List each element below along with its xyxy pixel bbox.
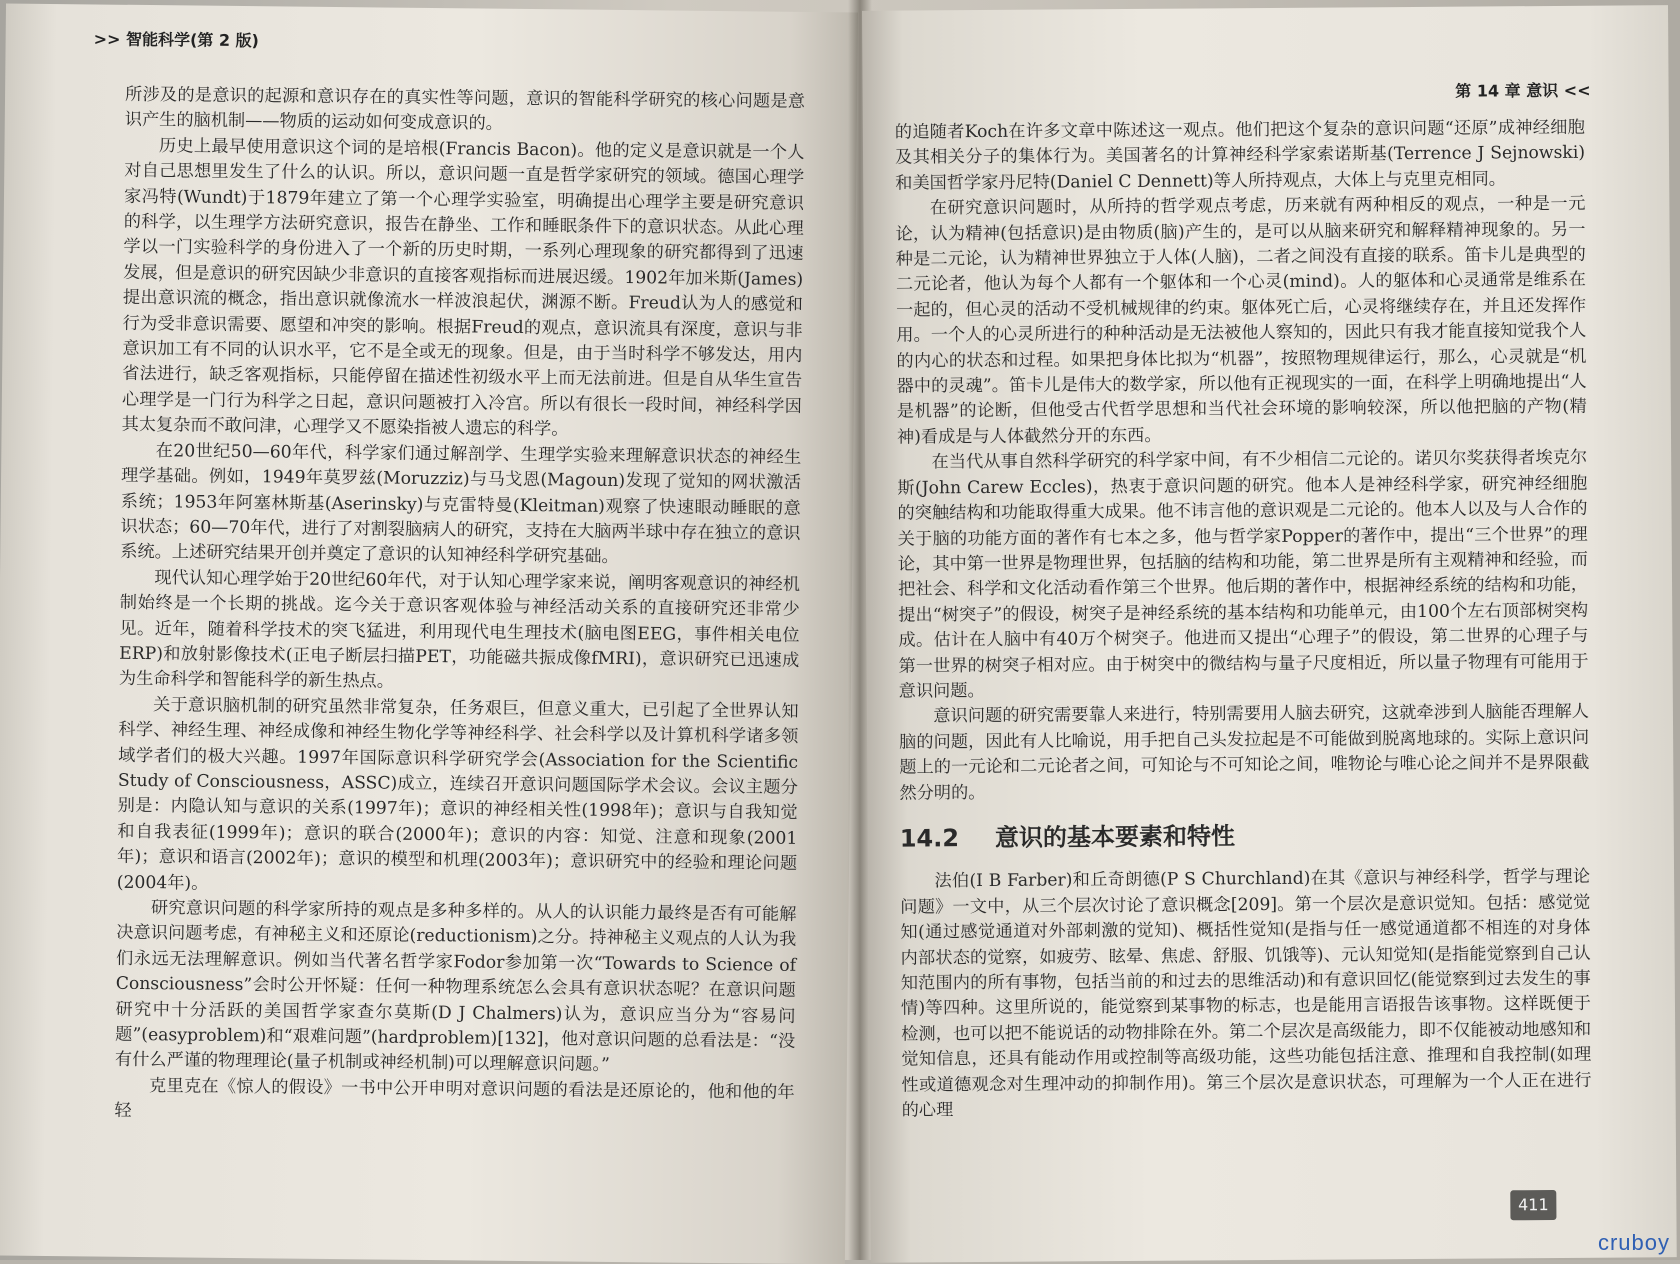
paragraph: 现代认知心理学始于20世纪60年代，对于认知心理学家来说，阐明客观意识的神经机制始终是一个长期的挑战。迄今关于意识客观体验与神经活动关系的直接研究还非常少见。近年，随着科学技术的突飞猛进，利用现代电生理技术(脑电图EEG，事件相关电位ERP)和放射影像技术(正电子断层扫描PET，功能磁共振成像fMRI)，意识研究已迅速成为生命科学和智能科学的新生热点。 [118,567,801,692]
left-page [0,4,858,1264]
paragraph: 的追随者Koch在许多文章中陈述这一观点。他们把这个复杂的意识问题“还原”成神经细胞及其相关分子的集体行为。美国著名的计算神经科学家索诺斯基(Terrence J Sejnowski)和美国哲学家丹尼特(Daniel C Dennett)等人所持观点，大体上与克里克相同。 [894,117,1586,194]
running-head-left: >> 智能科学(第 2 版) [93,29,260,51]
paragraph: 法伯(I B Farber)和丘奇朗德(P S Churchland)在其《意识与神经科学，哲学与理论问题》一文中，从三个层次讨论了意识概念[209]。第一个层次是意识觉知。包括：感觉觉知(通过感觉通道对外部刺激的觉知)、概括性觉知(是指与任一感觉通道都不相连的对身体内部状态的觉察，如疲劳、眩晕、焦虑、舒服、饥饿等)、元认知觉知(是指能觉察到自己认知范围内的所有事物，包括当前的和过去的思维活动)和有意识回忆(能觉察到过去发生的事情)等四种。这里所说的，能觉察到某事物的标志，也是能用言语报告该事物。这样既便于检测，也可以把不能说话的动物排除在外。第二个层次是高级能力，即不仅能被动地感知和觉知信息，还具有能动作用或控制等高级功能，这些功能包括注意、推理和自我控制(如理性或道德观念对生理冲动的抑制作用)。第三个层次是意识状态，可理解为一个人正在进行的心理 [900,867,1592,1121]
right-page [862,5,1677,1263]
section-number: 14.2 [899,824,960,853]
right-page-text [895,116,1592,1124]
running-head-right: 第 14 章 意识 << [1455,80,1591,101]
section-heading [900,822,1590,852]
page-number: 411 [1510,1190,1556,1220]
paragraph: 研究意识问题的科学家所持的观点是多种多样的。从人的认识能力最终是否有可能解决意识问题考虑，有神秘主义和还原论(reductionism)之分。持神秘主义观点的人认为我们永远无法理解意识。例如当代著名哲学家Fodor参加第一次“Towards to Science of Consciousness”会时公开怀疑：任何一种物理系统怎么会具有意识状态呢？在意识问题研究中十分活跃的美国哲学家查尔莫斯(D J Chalmers)认为，意识应当分为“容易问题”(easyproblem)和“艰难问题”(hardproblem)[132]，他对意识问题的总看法是：“没有什么严谨的物理理论(量子机制或神经机制)可以理解意识问题。” [114,898,797,1076]
paragraph: 所涉及的是意识的起源和意识存在的真实性等问题，意识的智能科学研究的核心问题是意识产生的脑机制——物质的运动如何变成意识的。 [124,84,806,135]
paragraph: 在研究意识问题时，从所持的哲学观点考虑，历来就有两种相反的观点，一种是一元论，认为精神(包括意识)是由物质(脑)产生的，是可以从脑来研究和解释精神现象的。另一种是二元论，认为精神世界独立于人体(人脑)，二者之间没有直接的联系。笛卡儿是典型的二元论者，他认为每个人都有一个躯体和一个心灵(mind)。人的躯体和心灵通常是维系在一起的，但心灵的活动不受机械规律的约束。躯体死亡后，心灵将继续存在，并且还发挥作用。一个人的心灵所进行的种种活动是无法被他人察知的，因此只有我才能直接知觉我个人的内心的状态和过程。如果把身体比拟为“机器”，按照物理规律运行，那么，心灵就是“机器中的灵魂”。笛卡儿是伟大的数学家，所以他有正视现实的一面，在科学上明确地提出“人是机器”的论断，但他受古代哲学思想和当代社会环境的影响较深，所以他把脑的产物(精神)看成是与人体截然分开的东西。 [895,193,1587,448]
watermark: cruboy [1597,1230,1670,1255]
paragraph: 历史上最早使用意识这个词的是培根(Francis Bacon)。他的定义是意识就是一个人对自己思想里发生了什么的认识。所以，意识问题一直是哲学家研究的领域。德国心理学家冯特(Wundt)于1879年建立了第一个心理学实验室，明确提出心理学主要是研究意识的科学，以生理学方法研究意识，报告在静坐、工作和睡眠条件下的意识状态。从此心理学以一门实验科学的身份进入了一个新的历史时期，一系列心理现象的研究都得到了迅速发展，但是意识的研究因缺少非意识的直接客观指标而进展迟缓。1902年加米斯(James)提出意识流的概念，指出意识就像流水一样波浪起伏，渊源不断。Freud认为人的感觉和行为受非意识需要、愿望和冲突的影响。根据Freud的观点，意识流具有深度，意识与非意识加工有不同的认识水平，它不是全或无的现象。但是，由于当时科学不够发达，用内省法进行，缺乏客观指标，只能停留在描述性初级水平上而无法前进。但是自从华生宣告心理学是一门行为科学之日起，意识问题被打入冷宫。所以有很长一段时间，神经科学因其太复杂而不敢问津，心理学又不愿染指被人遗忘的科学。 [121,135,805,440]
paragraph: 在当代从事自然科学研究的科学家中间，有不少相信二元论的。诺贝尔奖获得者埃克尔斯(John Carew Eccles)，热衷于意识问题的研究。他本人是神经科学家，研究神经细胞的突触结构和功能取得重大成果。他不讳言他的意识观是二元论的。他本人以及与人合作的关于脑的功能方面的著作有七本之多，他与哲学家Popper的著作中，提出“三个世界”的理论，其中第一世界是物理世界，包括脑的结构和功能，第二世界是所有主观精神和经验，而把社会、科学和文化活动看作第三个世界。他后期的著作中，根据神经系统的结构和功能，提出“树突子”的假设，树突子是神经系统的基本结构和功能单元，由100个左右顶部树突构成。估计在人脑中有40万个树突子。他进而又提出“心理子”的假设，第二世界的心理子与第一世界的树突子相对应。由于树突中的微结构与量子尺度相近，所以量子物理有可能用于意识问题。 [897,448,1589,702]
paragraph: 在20世纪50—60年代，科学家们通过解剖学、生理学实验来理解意识状态的神经生理学基础。例如，1949年莫罗兹(Moruzziz)与马戈恩(Magoun)发现了觉知的网状激活系统；1953年阿塞林斯基(Aserinsky)与克雷特曼(Kleitman)观察了快速眼动睡眠的意识状态；60—70年代，进行了对割裂脑病人的研究，支持在大脑两半球中存在独立的意识系统。上述研究结果开创并奠定了意识的认知神经科学研究基础。 [120,440,802,568]
left-page-text [114,83,805,1132]
paragraph: 意识问题的研究需要靠人来进行，特别需要用人脑去研究，这就牵涉到人脑能否理解人脑的问题，因此有人比喻说，用手把自己头发拉起是不可能做到脱离地球的。实际上意识问题上的一元论和二元论者之间，可知论与不可知论之间，唯物论与唯心论之间并不是界限截然分明的。 [899,702,1590,804]
paragraph: 克里克在《惊人的假设》一书中公开申明对意识问题的看法是还原论的，他和他的年轻 [114,1075,795,1122]
paragraph: 关于意识脑机制的研究虽然非常复杂，任务艰巨，但意义重大，已引起了全世界认知科学、神经生理、神经成像和神经生物化学等神经科学、社会科学以及计算机科学诸多领域学者们的极大兴趣。1997年国际意识科学研究学会(Association for the Scientific Study of Consciousness，ASSC)成立，连续召开意识问题国际学术会议。会议主题分别是：内隐认知与意识的关系(1997年)；意识的神经相关性(1998年)；意识与自我知觉和自我表征(1999年)；意识的联合(2000年)；意识的内容：知觉、注意和现象(2001年)；意识和语言(2002年)；意识的模型和机理(2003年)；意识研究中的经验和理论问题(2004年)。 [116,694,799,894]
section-title: 意识的基本要素和特性 [994,822,1236,852]
